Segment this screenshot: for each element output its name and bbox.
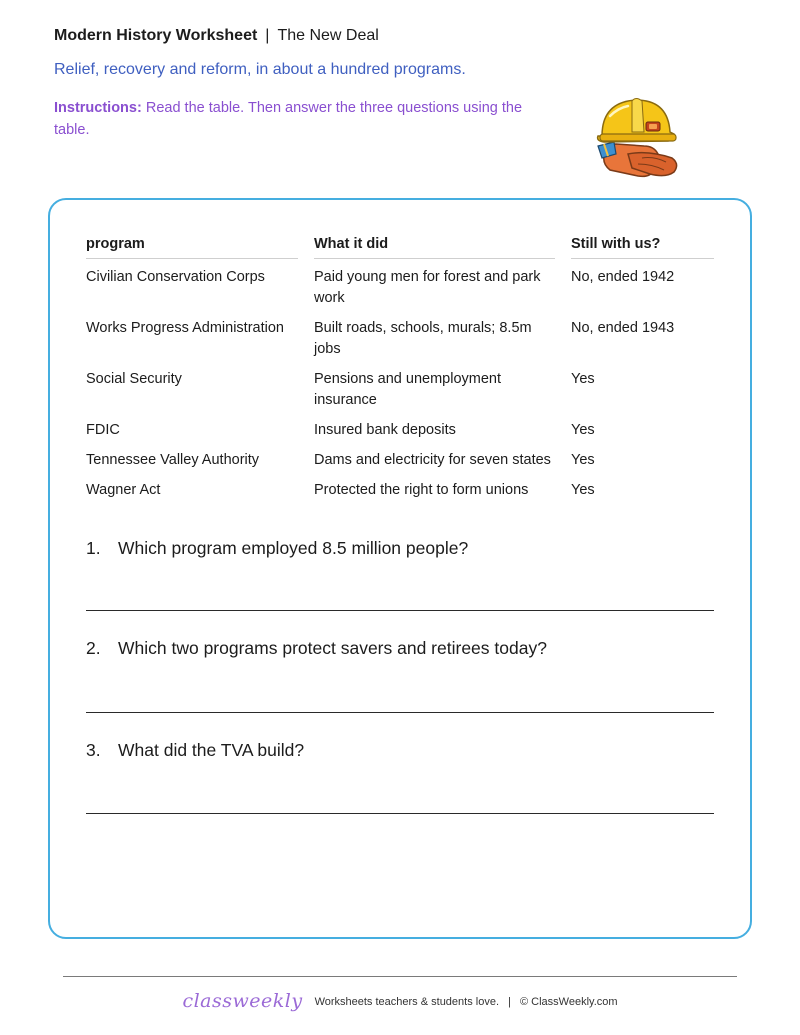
table-cell-status: No, ended 1943 (571, 320, 675, 336)
column-header-program: program (86, 236, 314, 267)
question-2 (86, 638, 547, 659)
column-header-still-with-us: Still with us? (571, 236, 714, 267)
worksheet-header (54, 27, 379, 45)
worksheet-title: Modern History Worksheet (54, 27, 258, 44)
table-cell-description: Protected the right to form unions (314, 482, 529, 498)
worksheet-subtitle: Relief, recovery and reform, in about a hundred programs. (54, 61, 466, 78)
instructions-lead: Instructions: (54, 100, 142, 116)
table-cell-description: Insured bank deposits (314, 422, 456, 438)
instructions (54, 97, 544, 141)
question-text: What did the TVA build? (118, 740, 305, 760)
instructions-text: Read the table. Then answer the three questions using the table. (54, 100, 523, 138)
table-row (86, 318, 714, 369)
hard-hat-and-gloves-icon (588, 92, 688, 184)
question-number: 3. (86, 740, 101, 760)
footer-copyright: © ClassWeekly.com (520, 996, 618, 1008)
brand-logo: classweekly (182, 990, 303, 1012)
table-cell-program: Tennessee Valley Authority (86, 452, 260, 468)
programs-table (86, 236, 714, 510)
question-3 (86, 740, 304, 761)
table-cell-program: Wagner Act (86, 482, 161, 498)
table-row (86, 420, 714, 450)
footer-tagline: Worksheets teachers & students love. (314, 996, 500, 1008)
table-cell-description: Dams and electricity for seven states (314, 452, 551, 468)
table-row (86, 267, 714, 318)
worksheet-topic: The New Deal (277, 27, 379, 44)
table-cell-status: Yes (571, 371, 595, 387)
table-cell-description: Paid young men for forest and park work (314, 269, 541, 306)
answer-line-3[interactable] (86, 813, 714, 814)
table-row (86, 369, 714, 420)
table-cell-program: Works Progress Administration (86, 320, 284, 336)
table-cell-status: Yes (571, 482, 595, 498)
column-header-what-it-did: What it did (314, 236, 571, 267)
table-cell-description: Built roads, schools, murals; 8.5m jobs (314, 320, 532, 357)
answer-line-1[interactable] (86, 610, 714, 611)
question-1 (86, 538, 468, 559)
footer (0, 990, 800, 1012)
question-text: Which program employed 8.5 million people? (118, 538, 469, 558)
header-separator: | (265, 27, 270, 44)
table-header-row (86, 236, 714, 267)
table-cell-status: Yes (571, 452, 595, 468)
footer-divider (63, 976, 737, 977)
table-cell-status: No, ended 1942 (571, 269, 675, 285)
table-row (86, 480, 714, 510)
table-cell-description: Pensions and unemployment insurance (314, 371, 502, 408)
table-cell-program: Social Security (86, 371, 182, 387)
table-row (86, 450, 714, 480)
answer-line-2[interactable] (86, 712, 714, 713)
table-cell-program: Civilian Conservation Corps (86, 269, 265, 285)
footer-separator: | (508, 996, 511, 1008)
question-number: 1. (86, 538, 101, 558)
question-text: Which two programs protect savers and retirees today? (118, 638, 547, 658)
table-cell-status: Yes (571, 422, 595, 438)
table-cell-program: FDIC (86, 422, 120, 438)
question-number: 2. (86, 638, 101, 658)
